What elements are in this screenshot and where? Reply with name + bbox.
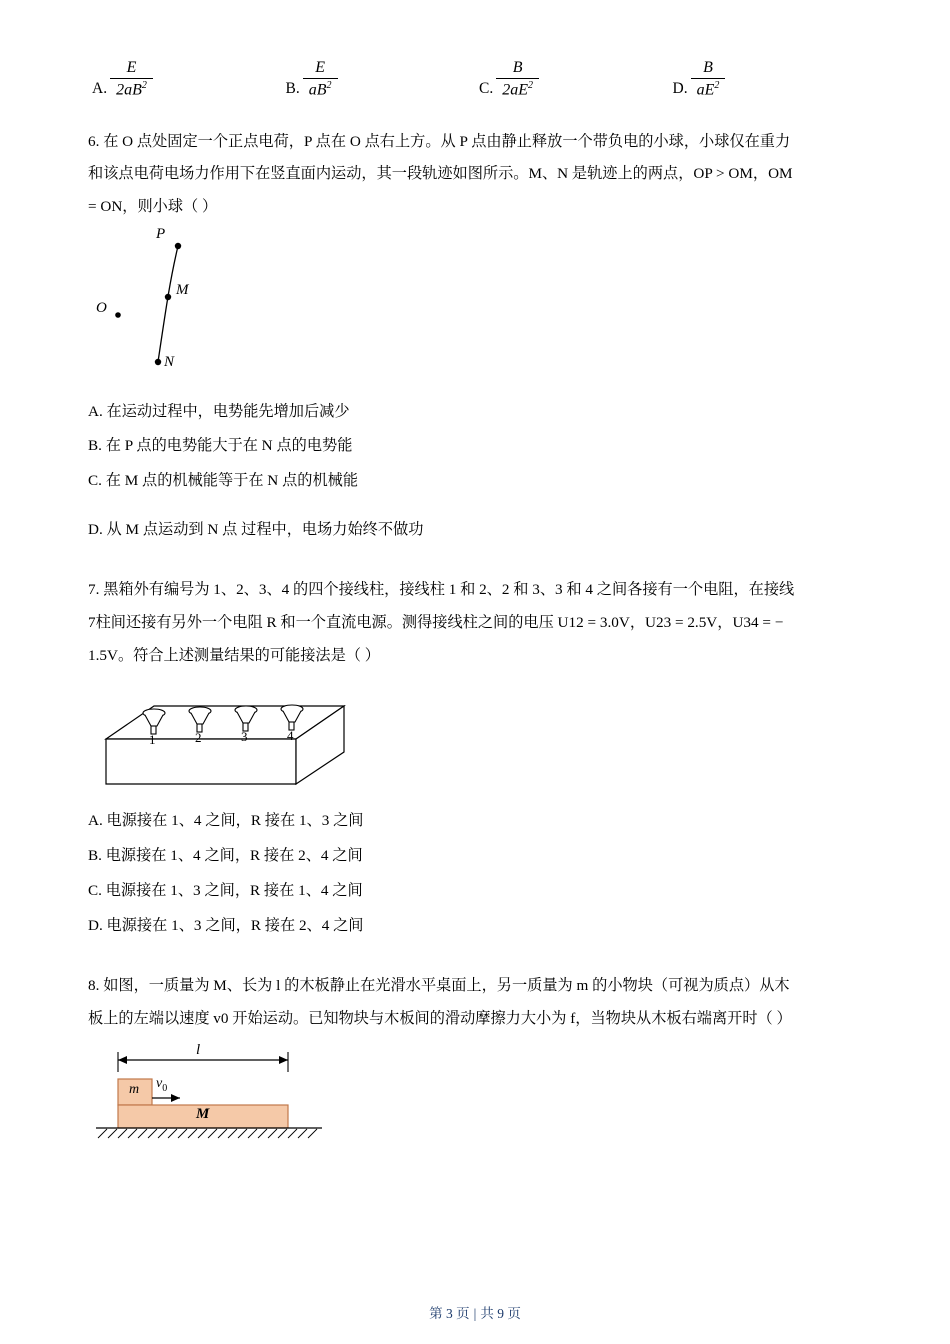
length-arrow-left-head [118, 1056, 127, 1064]
choice-B-denominator: $aB^2$ [303, 78, 338, 100]
question7-option-a: A. 电源接在 1、4 之间，R 接在 1、3 之间 [88, 812, 364, 830]
footer-separator: | [473, 1306, 477, 1321]
question6-option-b: B. 在 P 点的电势能大于在 N 点的电势能 [88, 437, 353, 455]
trajectory-curve [158, 246, 178, 362]
choice-C-denominator: $2aE^2$ [496, 78, 539, 100]
ground-hatching [98, 1129, 317, 1138]
question6-stem-line1: 6. 在 O 点处固定一个正点电荷，P 点在 O 点右上方。从 P 点由静止释放一个带负电的小球，小球仅在重力 [88, 132, 791, 150]
choice-C-numerator: B [512, 59, 523, 76]
point-M-dot [165, 293, 171, 299]
label-O: O [96, 299, 107, 316]
trajectory-svg [96, 230, 356, 395]
question7-stem-line3: 1.5V。符合上述测量结果的可能接法是（ ） [88, 646, 380, 664]
label-P: P [156, 225, 166, 242]
choice-B-label: B. [285, 79, 300, 97]
footer-page-number: 第 3 页 [429, 1306, 470, 1321]
choice-D-fraction [691, 60, 726, 100]
choice-A-numerator: E [126, 59, 137, 76]
footer-total-pages: 共 9 页 [480, 1306, 521, 1321]
question7-stem-line1: 7. 黑箱外有编号为 1、2、3、4 的四个接线柱，接线柱 1 和 2、2 和 3、3 和 4 之间各接有一个电阻，在接线 [88, 581, 795, 599]
question7-stem-line2-text: 柱间还接有另外一个电阻 R 和一个直流电源。测得接线柱之间的电压 U12 = 3.0V，U23 = 2.5V，U34 = − [95, 614, 784, 632]
question6-option-d: D. 从 M 点运动到 N 点 过程中，电场力始终不做功 [88, 521, 424, 539]
choice-C-fraction [496, 60, 539, 100]
question8-stem-line1: 8. 如图，一质量为 M、长为 l 的木板静止在光滑水平桌面上，另一质量为 m 的小物块（可视为质点）从木 [88, 977, 790, 995]
question7-option-b: B. 电源接在 1、4 之间，R 接在 2、4 之间 [88, 847, 363, 865]
terminal-label-1: 1 [149, 732, 156, 748]
figure-point-charge-trajectory [96, 225, 862, 395]
choice-B [282, 60, 476, 100]
choice-D-denominator: $aE^2$ [691, 78, 726, 100]
label-N: N [164, 353, 175, 370]
question6-stem-line2: 和该点电荷电场力作用下在竖直面内运动，其一段轨迹如图所示。M、N 是轨迹上的两点，OP > OM，OM [88, 165, 793, 183]
label-board-mass: M [196, 1105, 210, 1122]
choice-A-denominator: $2aB^2$ [110, 78, 153, 100]
choice-B-fraction [303, 60, 338, 100]
label-velocity: $v_0$ [156, 1075, 168, 1094]
point-O-dot [115, 312, 121, 318]
velocity-arrow-head [171, 1094, 180, 1102]
choice-A-fraction [110, 60, 153, 100]
terminal-label-4: 4 [287, 728, 294, 744]
board-block-svg [96, 1046, 356, 1151]
label-block-mass: m [129, 1081, 140, 1097]
question5-choices [88, 60, 862, 100]
choice-A-label: A. [92, 79, 108, 97]
question7-stem-line2: 7柱间还接有另外一个电阻 R 和一个直流电源。测得接线柱之间的电压 U12 = 3.0V，U23 = 2.5V，U34 = − [88, 614, 784, 632]
question-7 [88, 574, 862, 944]
choice-A [88, 60, 282, 100]
question7-option-c: C. 电源接在 1、3 之间，R 接在 1、4 之间 [88, 882, 363, 900]
label-M: M [176, 281, 189, 298]
question6-stem-line3: = ON，则小球（ ） [88, 197, 218, 215]
page-footer [0, 1302, 950, 1322]
choice-D-label: D. [672, 79, 688, 97]
choice-D-numerator: B [703, 59, 713, 76]
question-6 [88, 126, 862, 549]
figure-board-block [96, 1041, 862, 1151]
choice-B-numerator: E [315, 59, 325, 76]
length-arrow-right-head [279, 1056, 288, 1064]
terminal-label-2: 2 [195, 730, 202, 746]
choice-D [669, 60, 863, 100]
choice-C-label: C. [479, 79, 494, 97]
point-P-dot [175, 242, 181, 248]
label-board-length: l [196, 1041, 201, 1058]
question8-stem-line2: 板上的左端以速度 v0 开始运动。已知物块与木板间的滑动摩擦力大小为 f，当物块从木板右端离开时（ ） [88, 1009, 792, 1027]
choice-C [475, 60, 669, 100]
question6-option-a: A. 在运动过程中，电势能先增加后减少 [88, 402, 350, 420]
point-N-dot [155, 358, 161, 364]
question-8 [88, 970, 862, 1150]
question7-option-d: D. 电源接在 1、3 之间，R 接在 2、4 之间 [88, 917, 364, 935]
figure-black-box [96, 684, 862, 804]
question6-option-c: C. 在 M 点的机械能等于在 N 点的机械能 [88, 472, 359, 490]
terminal-label-3: 3 [241, 729, 248, 745]
